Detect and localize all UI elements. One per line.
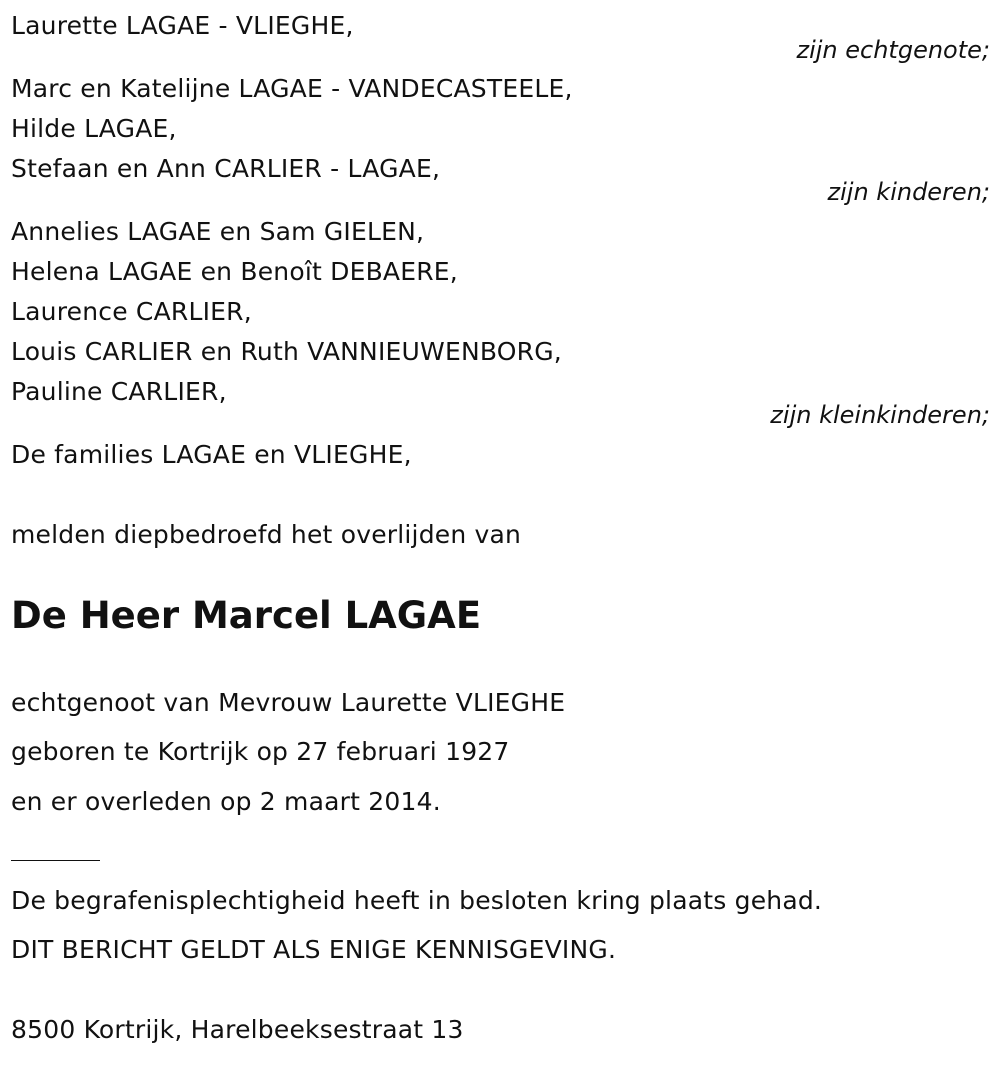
- families-line: De families LAGAE en VLIEGHE,: [11, 440, 412, 469]
- spouse-role: zijn echtgenote;: [796, 36, 990, 64]
- grandchild-name: Louis CARLIER en Ruth VANNIEUWENBORG,: [11, 337, 562, 366]
- detail-line: en er overleden op 2 maart 2014.: [11, 787, 441, 816]
- funeral-note: De begrafenisplechtigheid heeft in besloten kring plaats gehad.: [11, 886, 823, 915]
- notice-line: DIT BERICHT GELDT ALS ENIGE KENNISGEVING.: [11, 935, 617, 964]
- grandchild-name: Helena LAGAE en Benoît DEBAERE,: [11, 257, 458, 286]
- address: 8500 Kortrijk, Harelbeeksestraat 13: [11, 1015, 464, 1044]
- divider: [11, 860, 100, 861]
- child-name: Marc en Katelijne LAGAE - VANDECASTEELE,: [11, 74, 573, 103]
- grandchild-name: Pauline CARLIER,: [11, 377, 227, 406]
- child-name: Hilde LAGAE,: [11, 114, 177, 143]
- grandchildren-role: zijn kleinkinderen;: [770, 401, 990, 429]
- detail-line: echtgenoot van Mevrouw Laurette VLIEGHE: [11, 688, 566, 717]
- announcement: melden diepbedroefd het overlijden van: [11, 520, 522, 549]
- detail-line: geboren te Kortrijk op 27 februari 1927: [11, 737, 510, 766]
- grandchild-name: Annelies LAGAE en Sam GIELEN,: [11, 217, 425, 246]
- children-role: zijn kinderen;: [827, 178, 990, 206]
- spouse-name: Laurette LAGAE - VLIEGHE,: [11, 11, 354, 40]
- grandchild-name: Laurence CARLIER,: [11, 297, 252, 326]
- deceased-name: De Heer Marcel LAGAE: [11, 594, 482, 637]
- child-name: Stefaan en Ann CARLIER - LAGAE,: [11, 154, 441, 183]
